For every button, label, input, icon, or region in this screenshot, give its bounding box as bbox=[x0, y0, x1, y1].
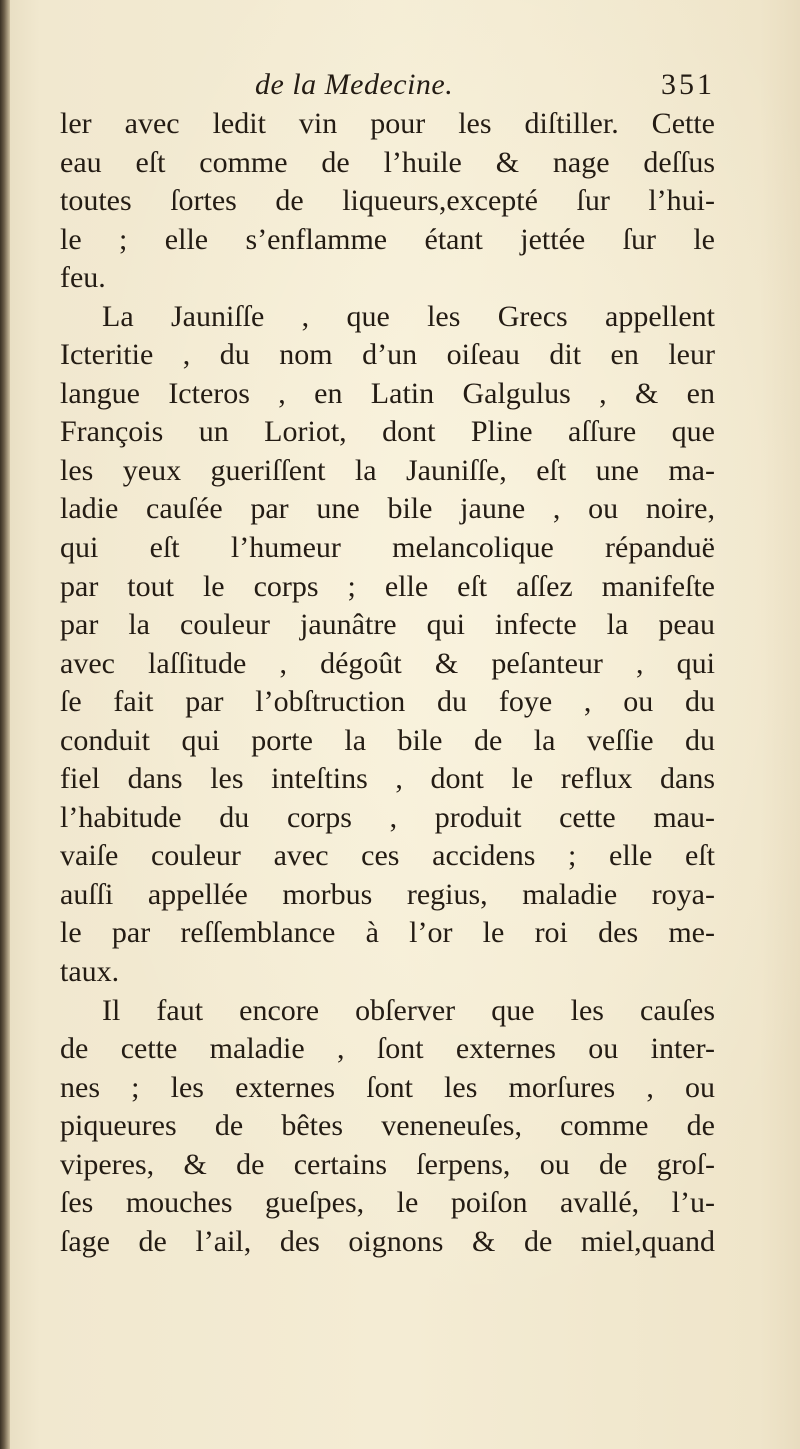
text-line: La Jauniſſe , que les Grecs appellent bbox=[102, 299, 715, 333]
text-line: de cette maladie , ſont externes ou inter- bbox=[60, 1032, 715, 1066]
text-line: Il faut encore obſerver que les cauſes bbox=[102, 993, 715, 1027]
page-header bbox=[255, 68, 715, 108]
text-line: Icteritie , du nom d’un oiſeau dit en leur bbox=[60, 338, 715, 372]
text-line: par tout le corps ; elle eſt aſſez manifeſte bbox=[60, 569, 715, 603]
text-line: langue Icteros , en Latin Galgulus , & en bbox=[60, 376, 715, 410]
text-line: ſe fait par l’obſtruction du foye , ou du bbox=[60, 685, 715, 719]
text-line: ler avec ledit vin pour les diſtiller. Cette bbox=[60, 107, 715, 140]
text-line: avec laſſitude , dégoût & peſanteur , qui bbox=[60, 646, 715, 680]
page-gutter bbox=[0, 0, 10, 1449]
text-line: le par reſſemblance à l’or le roi des me- bbox=[60, 916, 715, 950]
body-text bbox=[60, 105, 715, 1261]
text-line: viperes, & de certains ſerpens, ou de groſ- bbox=[60, 1147, 715, 1181]
text-line: ladie cauſée par une bile jaune , ou noire, bbox=[60, 492, 715, 526]
text-line: l’habitude du corps , produit cette mau- bbox=[60, 800, 715, 834]
text-line: auſſi appellée morbus regius, maladie roya- bbox=[60, 877, 715, 911]
text-line: nes ; les externes ſont les morſures , ou bbox=[60, 1070, 715, 1104]
text-line: taux. bbox=[60, 955, 120, 989]
text-line: feu. bbox=[60, 261, 106, 295]
text-line: fiel dans les inteſtins , dont le reflux dans bbox=[60, 762, 715, 796]
text-line: qui eſt l’humeur melancolique répanduë bbox=[60, 531, 715, 565]
page-number: 351 bbox=[661, 68, 715, 101]
text-line: le ; elle s’enflamme étant jettée ſur le bbox=[60, 222, 715, 256]
text-line: eau eſt comme de l’huile & nage deſſus bbox=[60, 145, 715, 179]
text-line: ſes mouches gueſpes, le poiſon avallé, l’u- bbox=[60, 1186, 715, 1220]
text-line: toutes ſortes de liqueurs,excepté ſur l’hui- bbox=[60, 184, 715, 218]
text-line: François un Loriot, dont Pline aſſure que bbox=[60, 415, 715, 449]
text-line: vaiſe couleur avec ces accidens ; elle eſt bbox=[60, 839, 715, 873]
running-head: de la Medecine. bbox=[255, 68, 454, 101]
text-line: piqueures de bêtes veneneuſes, comme de bbox=[60, 1109, 715, 1143]
text-line: ſage de l’ail, des oignons & de miel,quand bbox=[60, 1224, 715, 1258]
text-line: par la couleur jaunâtre qui infecte la peau bbox=[60, 608, 715, 642]
text-line: conduit qui porte la bile de la veſſie du bbox=[60, 723, 715, 757]
text-line: les yeux gueriſſent la Jauniſſe, eſt une ma- bbox=[60, 453, 715, 487]
